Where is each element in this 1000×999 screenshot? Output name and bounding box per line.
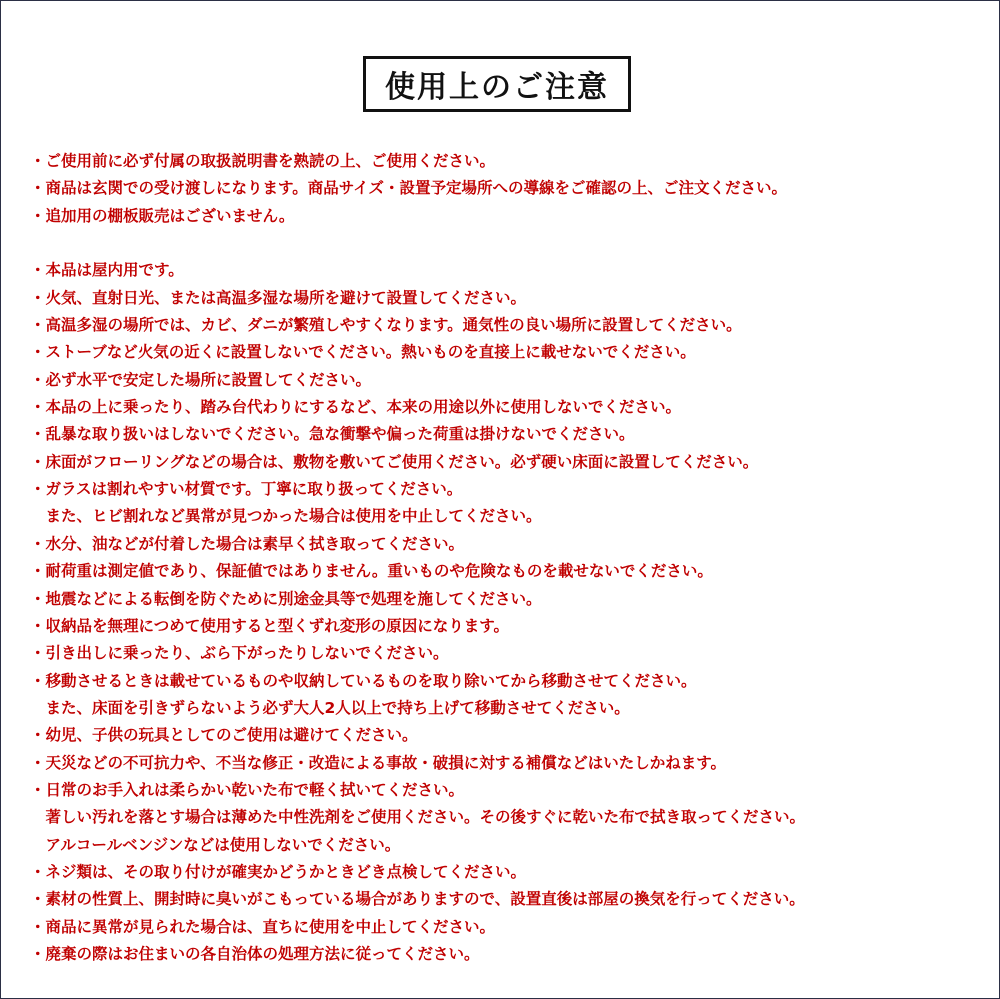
- list-item: ・ストーブなど火気の近くに設置しないでください。熱いものを直接上に載せないでください。: [30, 343, 696, 362]
- list-item: ・水分、油などが付着した場合は素早く拭き取ってください。: [30, 534, 465, 553]
- list-item: ・廃棄の際はお住まいの各自治体の処理方法に従ってください。: [30, 944, 480, 963]
- list-item: また、ヒビ割れなど異常が見つかった場合は使用を中止してください。: [30, 507, 542, 526]
- list-item: ・移動させるときは載せているものや収納しているものを取り除いてから移動させてください。: [30, 671, 697, 690]
- title-box: [363, 56, 631, 112]
- list-item: ・日常のお手入れは柔らかい乾いた布で軽く拭いてください。: [30, 780, 465, 799]
- list-item: ・天災などの不可抗力や、不当な修正・改造による事故・破損に対する補償などはいたしかねます。: [30, 753, 726, 772]
- list-item: ・商品は玄関での受け渡しになります。商品サイズ・設置予定場所への導線をご確認の上、ご注文ください。: [30, 179, 788, 198]
- list-item: ・床面がフローリングなどの場合は、敷物を敷いてご使用ください。必ず硬い床面に設置してください。: [30, 452, 759, 471]
- list-item: ・商品に異常が見られた場合は、直ちに使用を中止してください。: [30, 917, 496, 936]
- list-item: ・本品は屋内用です。: [30, 261, 184, 280]
- list-item: また、床面を引きずらないよう必ず大人2人以上で持ち上げて移動させてください。: [30, 698, 630, 717]
- list-item: ・必ず水平で安定した場所に設置してください。: [30, 370, 372, 389]
- list-item: ・乱暴な取り扱いはしないでください。急な衝撃や偏った荷重は掛けないでください。: [30, 425, 635, 444]
- list-item: アルコールベンジンなどは使用しないでください。: [30, 835, 401, 854]
- list-spacer: [30, 230, 980, 257]
- list-item: ・火気、直射日光、または高温多湿な場所を避けて設置してください。: [30, 288, 527, 307]
- list-item: ・ご使用前に必ず付属の取扱説明書を熟読の上、ご使用ください。: [30, 152, 496, 170]
- caution-list: [30, 148, 980, 968]
- page-title: 使用上のご注意: [385, 70, 609, 105]
- list-item: ・地震などによる転倒を防ぐために別途金具等で処理を施してください。: [30, 589, 542, 608]
- list-item: ・高温多湿の場所では、カビ、ダニが繁殖しやすくなります。通気性の良い場所に設置してください。: [30, 316, 742, 335]
- list-item: 著しい汚れを落とす場合は薄めた中性洗剤をご使用ください。その後すぐに乾いた布で拭き取ってください。: [30, 808, 806, 827]
- list-item: ・ネジ類は、その取り付けが確実かどうかときどき点検してください。: [30, 862, 527, 881]
- list-item: ・収納品を無理につめて使用すると型くずれ変形の原因になります。: [30, 616, 509, 635]
- list-item: ・追加用の棚板販売はございません。: [30, 206, 295, 225]
- list-item: ・素材の性質上、開封時に臭いがこもっている場合がありますので、設置直後は部屋の換気を行ってください。: [30, 890, 805, 909]
- list-item: ・耐荷重は測定値であり、保証値ではありません。重いものや危険なものを載せないでください。: [30, 562, 713, 581]
- list-item: ・本品の上に乗ったり、踏み台代わりにするなど、本来の用途以外に使用しないでください。: [30, 398, 682, 417]
- list-item: ・引き出しに乗ったり、ぶら下がったりしないでください。: [30, 644, 449, 663]
- list-item: ・ガラスは割れやすい材質です。丁寧に取り扱ってください。: [30, 480, 463, 499]
- list-item: ・幼児、子供の玩具としてのご使用は避けてください。: [30, 726, 418, 745]
